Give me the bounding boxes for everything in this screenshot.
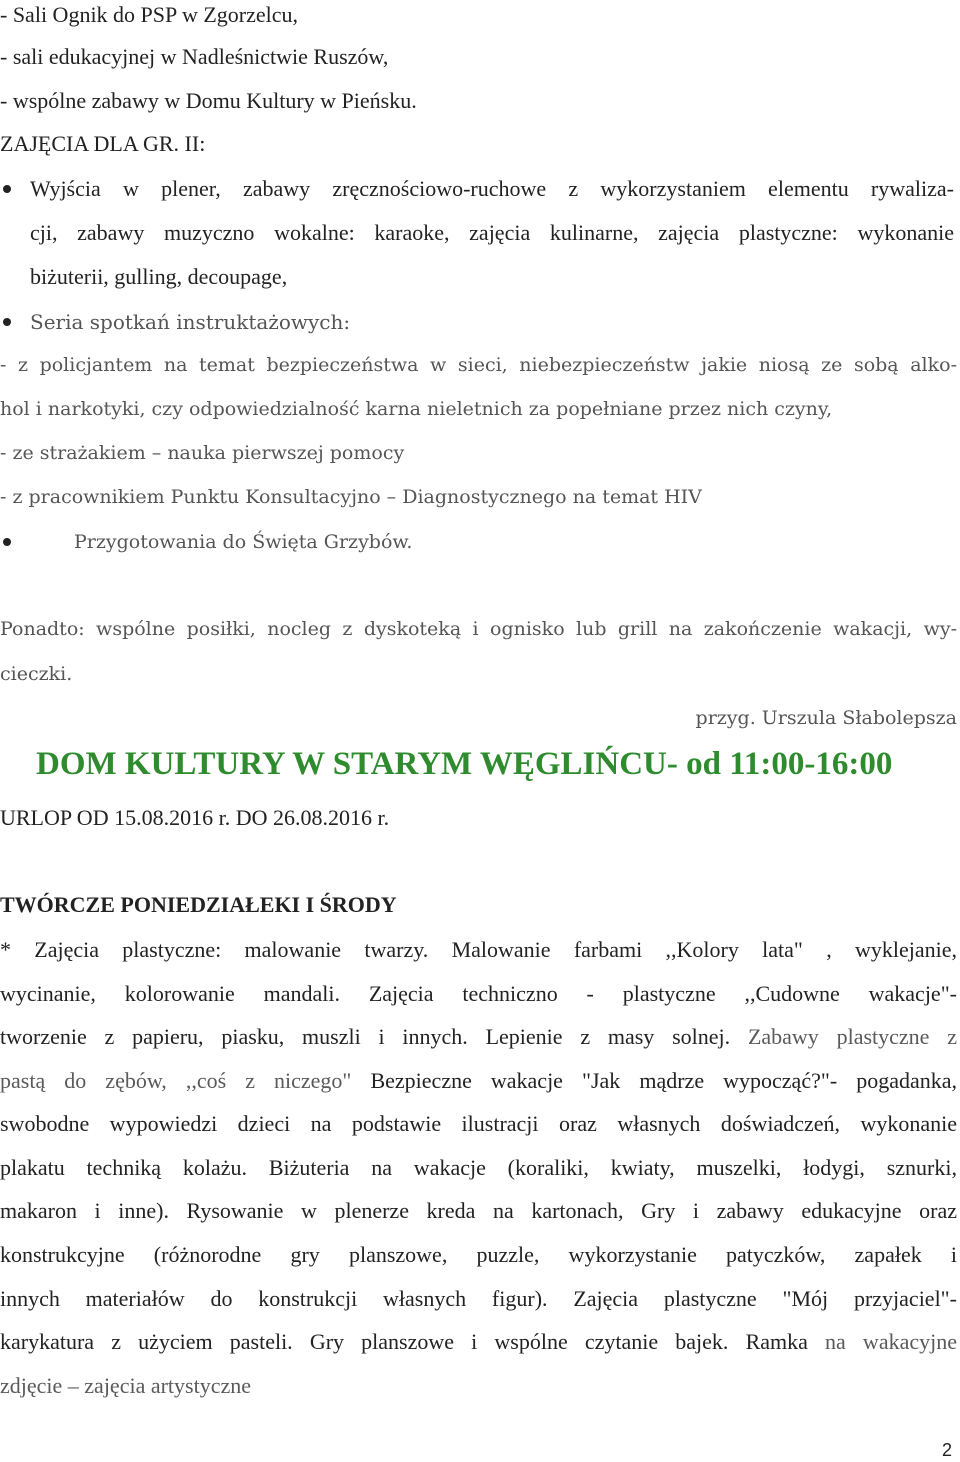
paragraph-line (0, 981, 957, 1007)
paragraph-line (0, 1155, 957, 1181)
paragraph-segment: wycinanie, kolorowanie mandali. Zajęcia techniczno - plastyczne ,,Cudowne wakacje"- (0, 981, 957, 1006)
paragraph-segment: innych materiałów do konstrukcji własnych figur). Zajęcia plastyczne "Mój przyjaciel"- (0, 1286, 957, 1311)
meeting-hiv: - z pracownikiem Punktu Konsultacyjno – Diagnostycznego na temat HIV (0, 486, 702, 508)
paragraph-line (0, 1286, 957, 1312)
paragraph-segment: swobodne wypowiedzi dzieci na podstawie ilustracji oraz własnych doświadczeń, wykonanie (0, 1111, 957, 1136)
paragraph-segment: makaron i inne). Rysowanie w plenerze kreda na kartonach, Gry i zabawy edukacyjne oraz (0, 1198, 957, 1223)
paragraph-segment: zdjęcie – zajęcia artystyczne (0, 1373, 252, 1398)
paragraph-segment: pastą do zębów, ,,coś z niczego" (0, 1068, 371, 1093)
bullet-icon (3, 185, 11, 193)
bullet2-text: Seria spotkań instruktażowych: (30, 310, 351, 334)
paragraph-line (0, 1242, 957, 1268)
bullet1-line-1: Wyjścia w plener, zabawy zręcznościowo-ruchowe z wykorzystaniem elementu rywaliza- (30, 176, 954, 201)
paragraph-line (0, 1024, 957, 1050)
bullet-icon (3, 538, 11, 546)
bullet3-text: Przygotowania do Święta Grzybów. (74, 531, 413, 553)
paragraph-segment: plakatu techniką kolażu. Biżuteria na wakacje (koraliki, kwiaty, muszelki, łodygi, sznurki, (0, 1155, 957, 1180)
paragraph-segment: tworzenie z papieru, piasku, muszli i innych. Lepienie z masy solnej. (0, 1024, 748, 1049)
group2-heading: ZAJĘCIA DLA GR. II: (0, 131, 206, 156)
paragraph-segment: konstrukcyjne (różnorodne gry planszowe, puzzle, wykorzystanie patyczków, zapałek i (0, 1242, 957, 1267)
paragraph-segment: na wakacyjne (825, 1329, 957, 1354)
meeting-firefighter: - ze strażakiem – nauka pierwszej pomocy (0, 442, 405, 464)
tworcze-heading: TWÓRCZE PONIEDZIAŁEKI I ŚRODY (0, 892, 397, 917)
paragraph-segment: Zabawy plastyczne z (747, 1024, 957, 1049)
list-item-nadlesnictwo: - sali edukacyjnej w Nadleśnictwie Ruszów, (0, 44, 389, 69)
meeting-police-2: hol i narkotyki, czy odpowiedzialność karna nieletnich za popełniane przez nich czyny, (0, 398, 833, 420)
paragraph-segment: Bezpieczne wakacje "Jak mądrze wypocząć?"- pogadanka, (370, 1068, 957, 1093)
urlop-text: URLOP OD 15.08.2016 r. DO 26.08.2016 r. (0, 805, 390, 830)
extra-line-1: Ponadto: wspólne posiłki, nocleg z dyskoteką i ognisko lub grill na zakończenie wakacji, wy- (0, 618, 957, 640)
paragraph-segment: * Zajęcia plastyczne: malowanie twarzy. Malowanie farbami ,,Kolory lata" , wyklejanie, (0, 937, 957, 962)
paragraph-line (0, 1111, 957, 1137)
bullet1-line-3: biżuterii, gulling, decoupage, (30, 264, 288, 289)
paragraph-line (0, 1329, 957, 1355)
paragraph-line (0, 1373, 957, 1399)
paragraph-line (0, 1198, 957, 1224)
signature: przyg. Urszula Słabolepsza (695, 707, 957, 729)
page-number: 2 (941, 1440, 952, 1460)
list-item-psp: - Sali Ognik do PSP w Zgorzelcu, (0, 2, 298, 27)
bullet-icon (3, 318, 11, 326)
paragraph-segment: karykatura z użyciem pasteli. Gry planszowe i wspólne czytanie bajek. Ramka (0, 1329, 826, 1354)
paragraph-line (0, 937, 957, 963)
paragraph-line (0, 1068, 957, 1094)
list-item-dom-kultury: - wspólne zabawy w Domu Kultury w Pieńsku. (0, 88, 417, 113)
meeting-police-1: - z policjantem na temat bezpieczeństwa w sieci, niebezpieczeństw jakie niosą ze sobą alko- (0, 354, 957, 376)
dom-kultury-heading: DOM KULTURY W STARYM WĘGLIŃCU- od 11:00-16:00 (36, 746, 893, 782)
bullet1-line-2: cji, zabawy muzyczno wokalne: karaoke, zajęcia kulinarne, zajęcia plastyczne: wykonanie (30, 220, 954, 245)
extra-line-2: cieczki. (0, 663, 73, 685)
